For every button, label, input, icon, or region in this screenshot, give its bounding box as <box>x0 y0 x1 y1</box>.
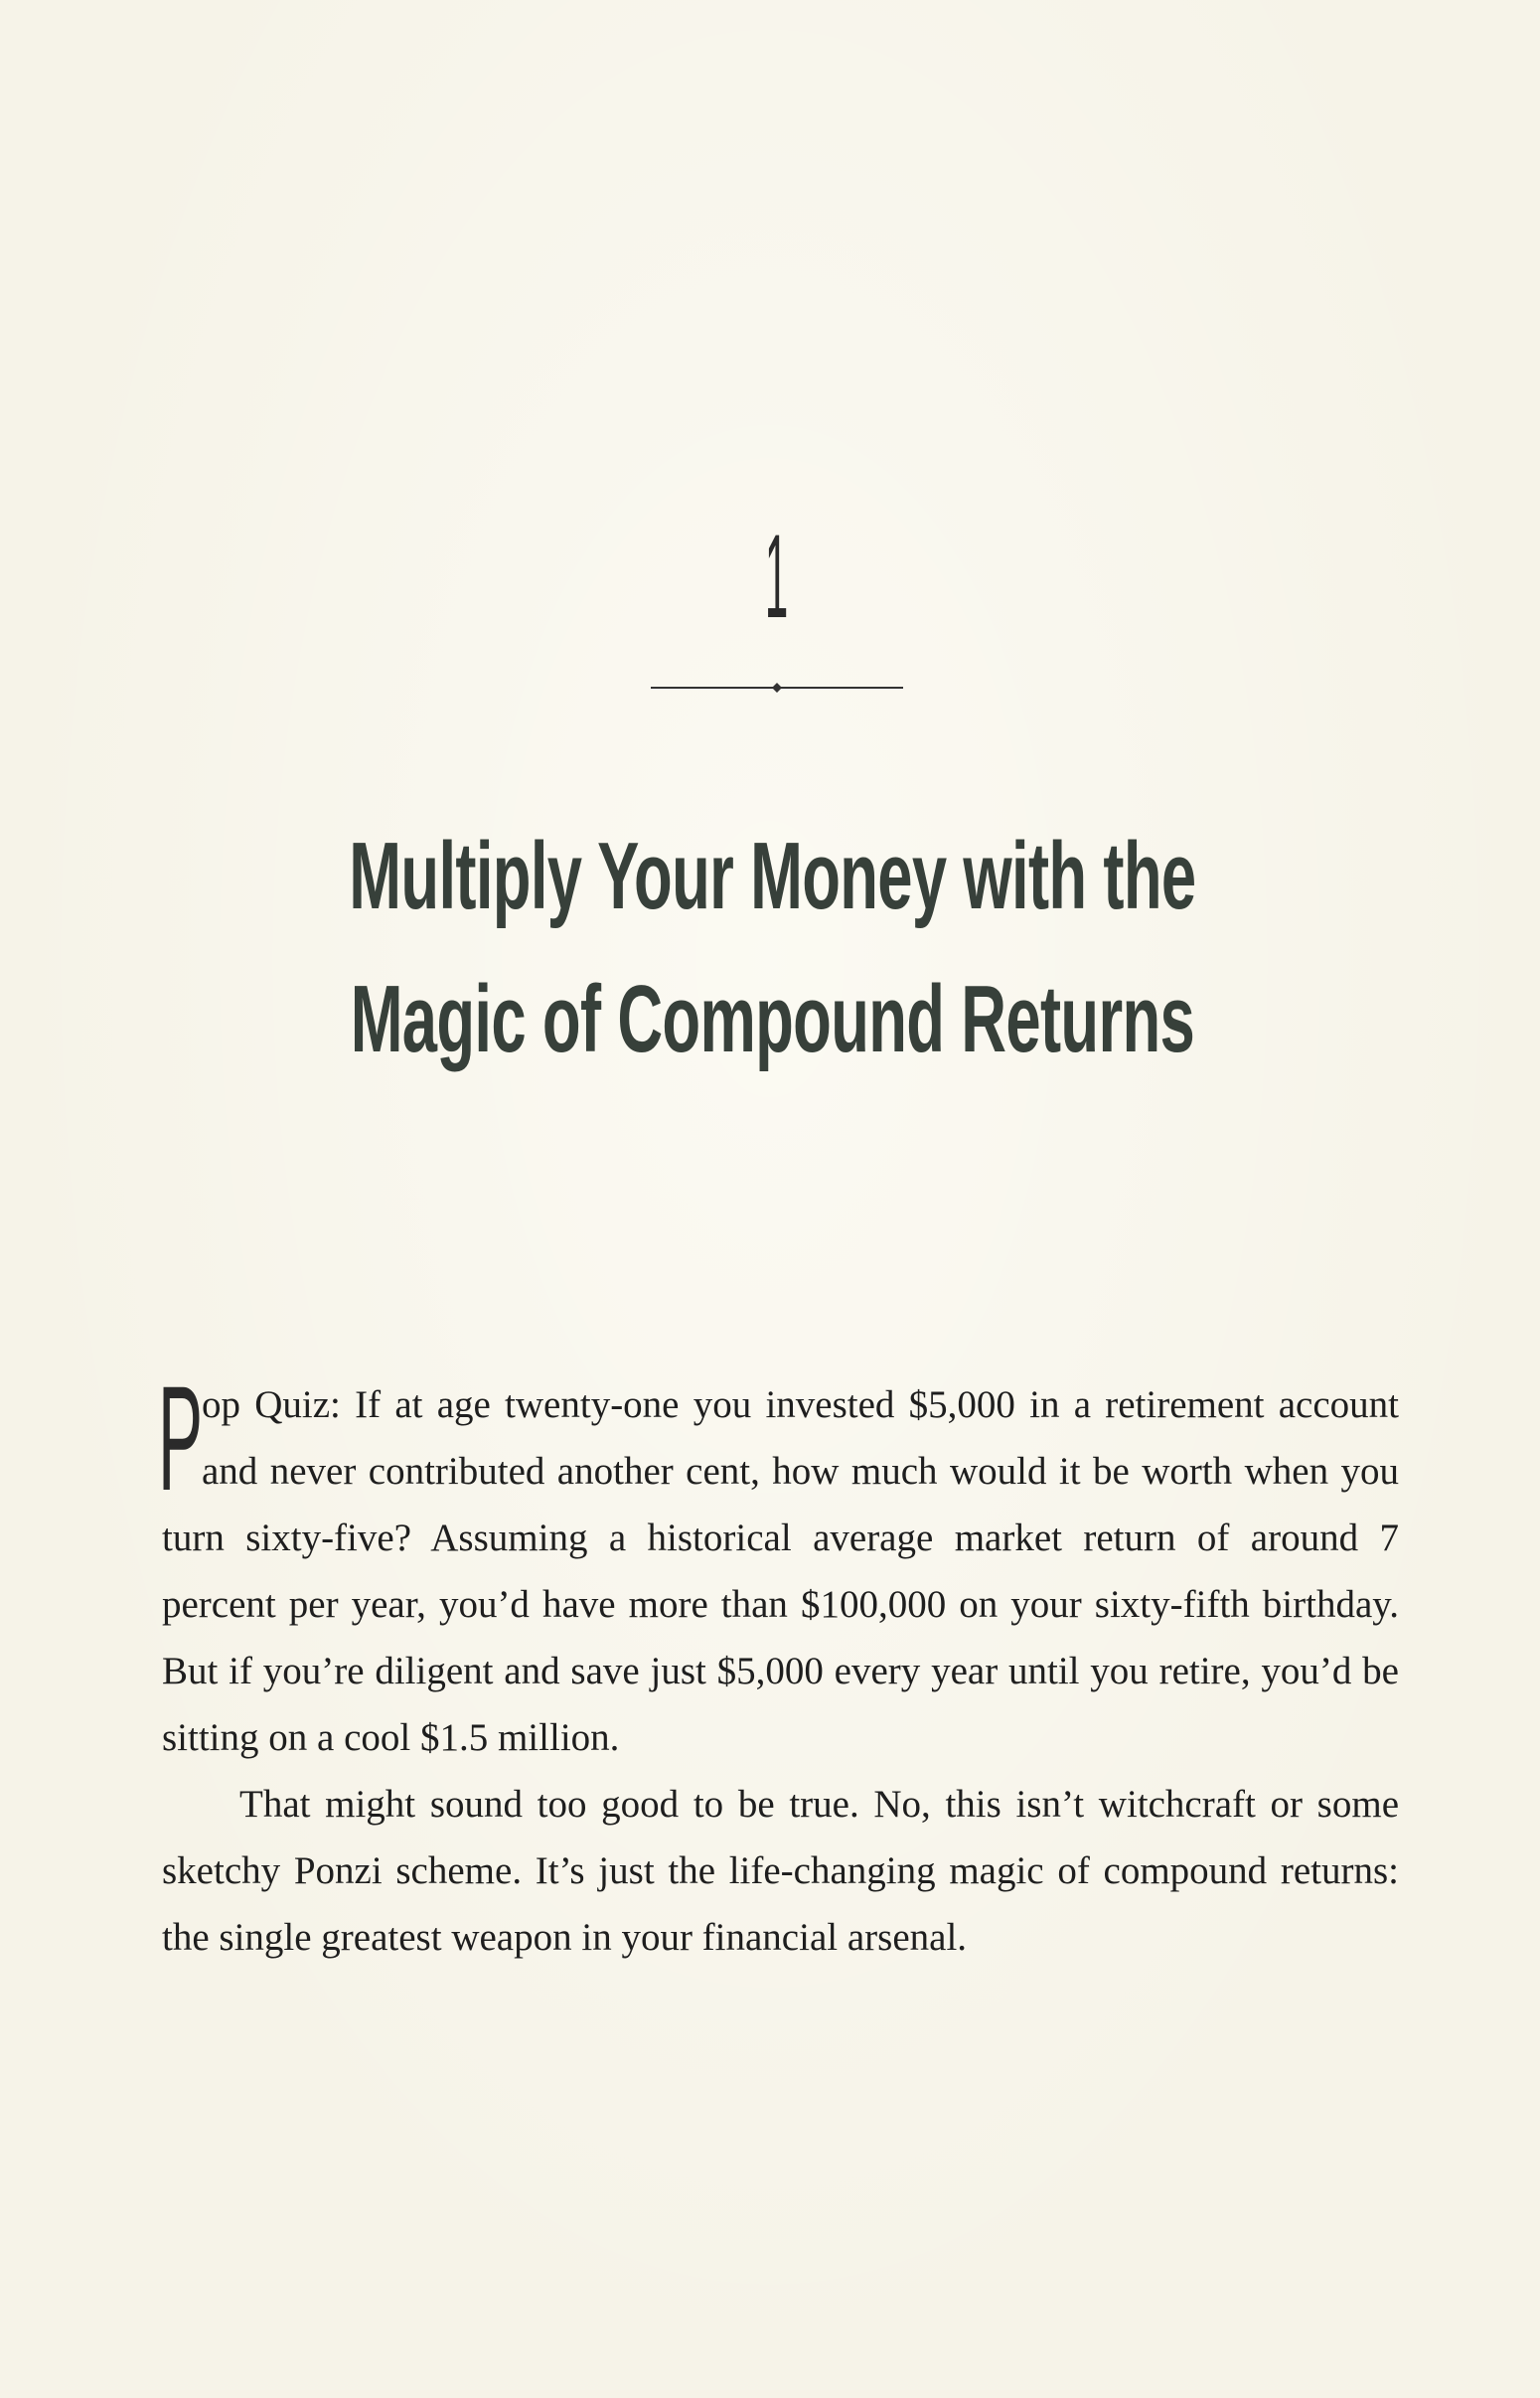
chapter-title-line-2: Magic of Compound Returns <box>350 966 1195 1072</box>
paragraph-2: That might sound too good to be true. No, this isn’t witchcraft or some sketchy Ponzi scheme. It’s just the life-changing magic of compound returns: the single greatest weapon in your financial arsenal. <box>162 1783 1399 1959</box>
paragraph-1-text: op Quiz: If at age twenty-one you invested $5,000 in a retirement account and never contributed another cent, how much would it be worth when you turn sixty-five? Assuming a historical average market return of around 7 percent per year, you’d have more than $100,000 on your sixty-fifth birthday. But if you’re diligent and save just $5,000 every year until you retire, you’d be sitting on a cool $1.5 million. <box>162 1383 1399 1759</box>
paragraph-1 <box>158 1355 1399 1771</box>
chapter-number: 1 <box>764 510 789 643</box>
chapter-title-line-1: Multiply Your Money with the <box>349 823 1196 929</box>
drop-cap: P <box>158 1355 204 1521</box>
chapter-title <box>0 805 1540 1091</box>
body-text <box>158 1355 1399 1971</box>
chapter-ornament-divider <box>651 682 903 694</box>
